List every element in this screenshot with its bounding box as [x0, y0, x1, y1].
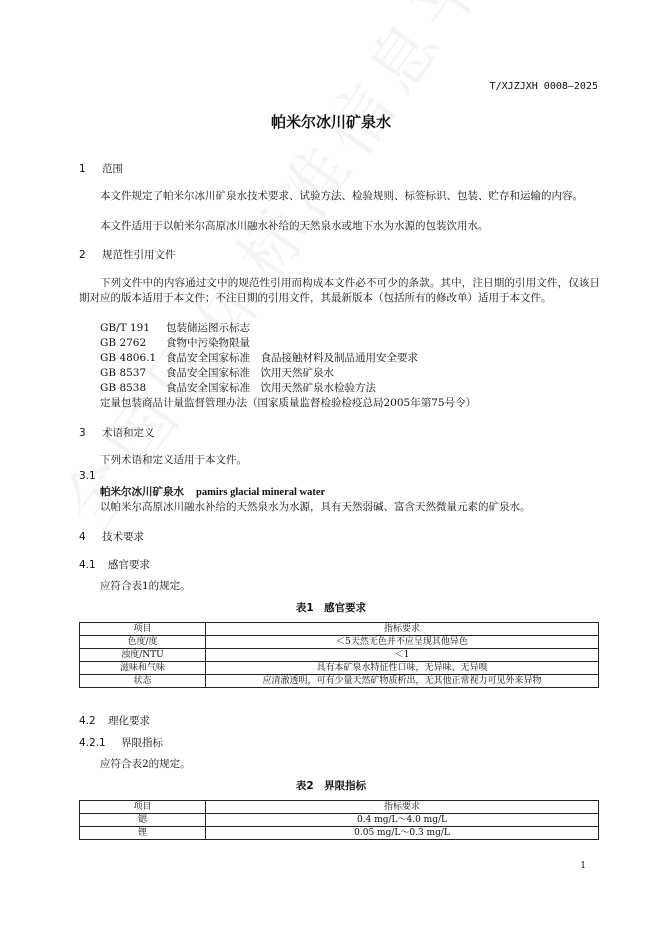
subsection-title: 界限指标	[121, 737, 163, 749]
table-header-row	[80, 801, 599, 814]
reference-title: 食品安全国家标准 食品接触材料及制品通用安全要求	[166, 352, 418, 364]
reference-code: GB 4806.1	[100, 352, 157, 364]
section-3-intro: 下列术语和定义适用于本文件。	[100, 454, 247, 466]
term-heading	[100, 485, 325, 500]
reference-item	[100, 366, 334, 381]
section-1-paragraph-1: 本文件规定了帕米尔冰川矿泉水技术要求、试验方法、检验规则、标签标识、包装、贮存和运输的内容。	[100, 190, 583, 202]
reference-title: 食品安全国家标准 饮用天然矿泉水	[166, 367, 334, 379]
table-row	[80, 814, 599, 827]
reference-item	[100, 321, 250, 336]
section-number: 2	[79, 249, 86, 261]
table-cell: ＜1	[206, 649, 599, 662]
reference-code: GB 2762	[100, 337, 147, 349]
table-cell: 滋味和气味	[80, 662, 206, 675]
table-cell: 具有本矿泉水特征性口味，无异味、无异嗅	[206, 662, 599, 675]
section-1-paragraph-2: 本文件适用于以帕米尔高原冰川融水补给的天然泉水或地下水为水源的包装饮用水。	[100, 220, 489, 232]
subsection-number: 4.2.1	[79, 737, 106, 749]
table-cell: 应清澈透明，可有少量天然矿物质析出，无其他正常视力可见外来异物	[206, 675, 599, 688]
section-title: 范围	[102, 163, 123, 175]
table-1-caption: 表1 感官要求	[295, 602, 367, 614]
subsection-4-2-1-text: 应符合表2的规定。	[100, 758, 191, 770]
section-number: 3	[79, 427, 86, 439]
section-4-heading	[79, 529, 144, 544]
table-header-cell: 项目	[80, 801, 206, 814]
reference-item	[100, 336, 250, 351]
table-header-cell: 指标要求	[206, 801, 599, 814]
table-cell: 色度/度	[80, 636, 206, 649]
term-definition: 以帕米尔高原冰川融水补给的天然泉水为水源，具有天然弱碱、富含天然微量元素的矿泉水。	[100, 501, 531, 513]
table-cell: ＜5天然无色并不应呈现其他异色	[206, 636, 599, 649]
section-1-heading	[79, 161, 123, 176]
section-number: 4	[79, 531, 86, 543]
term-number: 3.1	[79, 470, 96, 482]
reference-item	[100, 351, 418, 366]
table-row	[80, 662, 599, 675]
table-2	[79, 800, 599, 840]
table-header-cell: 项目	[80, 623, 206, 636]
table-cell: 锂	[80, 827, 206, 840]
table-row	[80, 675, 599, 688]
section-3-heading	[79, 425, 155, 440]
reference-item-regulation: 定量包装商品计量监督管理办法（国家质量监督检验检疫总局2005年第75号令）	[100, 397, 477, 409]
table-1	[79, 622, 599, 688]
reference-title: 食物中污染物限量	[166, 337, 250, 349]
section-title: 技术要求	[102, 531, 144, 543]
subsection-4-2-1-heading	[79, 735, 163, 750]
reference-title: 包装储运图示标志	[166, 322, 250, 334]
reference-code: GB 8537	[100, 367, 147, 379]
section-2-heading	[79, 247, 176, 262]
subsection-title: 理化要求	[108, 715, 150, 727]
subsection-number: 4.1	[79, 559, 96, 571]
standard-code: T/XJZJXH 0008—2025	[489, 81, 598, 92]
table-header-cell: 指标要求	[206, 623, 599, 636]
table-2-caption: 表2 界限指标	[295, 780, 367, 792]
subsection-number: 4.2	[79, 715, 96, 727]
subsection-4-1-heading	[79, 557, 150, 572]
table-row	[80, 636, 599, 649]
reference-title: 食品安全国家标准 饮用天然矿泉水检验方法	[166, 382, 376, 394]
reference-code: GB 8538	[100, 382, 147, 394]
section-title: 术语和定义	[102, 427, 155, 439]
table-cell: 0.05 mg/L～0.3 mg/L	[206, 827, 599, 840]
section-title: 规范性引用文件	[102, 249, 176, 261]
table-cell: 浊度/NTU	[80, 649, 206, 662]
table-header-row	[80, 623, 599, 636]
term-chinese: 帕米尔冰川矿泉水	[100, 486, 184, 498]
document-title: 帕米尔冰川矿泉水	[270, 113, 391, 131]
subsection-4-1-text: 应符合表1的规定。	[100, 580, 191, 592]
section-number: 1	[79, 163, 86, 175]
table-row	[80, 649, 599, 662]
term-english: pamirs glacial mineral water	[196, 487, 326, 498]
subsection-4-2-heading	[79, 713, 150, 728]
table-cell: 0.4 mg/L～4.0 mg/L	[206, 814, 599, 827]
reference-item	[100, 381, 376, 396]
section-2-intro: 下列文件中的内容通过文中的规范性引用而构成本文件必不可少的条款。其中，注日期的引用文件，仅该日期对应的版本适用于本文件；不注日期的引用文件，其最新版本（包括所有的修改单）适用于本文件。	[79, 277, 600, 304]
table-row	[80, 827, 599, 840]
subsection-title: 感官要求	[108, 559, 150, 571]
table-cell: 锶	[80, 814, 206, 827]
reference-code: GB/T 191	[100, 322, 151, 334]
table-cell: 状态	[80, 675, 206, 688]
page-number: 1	[580, 861, 586, 871]
